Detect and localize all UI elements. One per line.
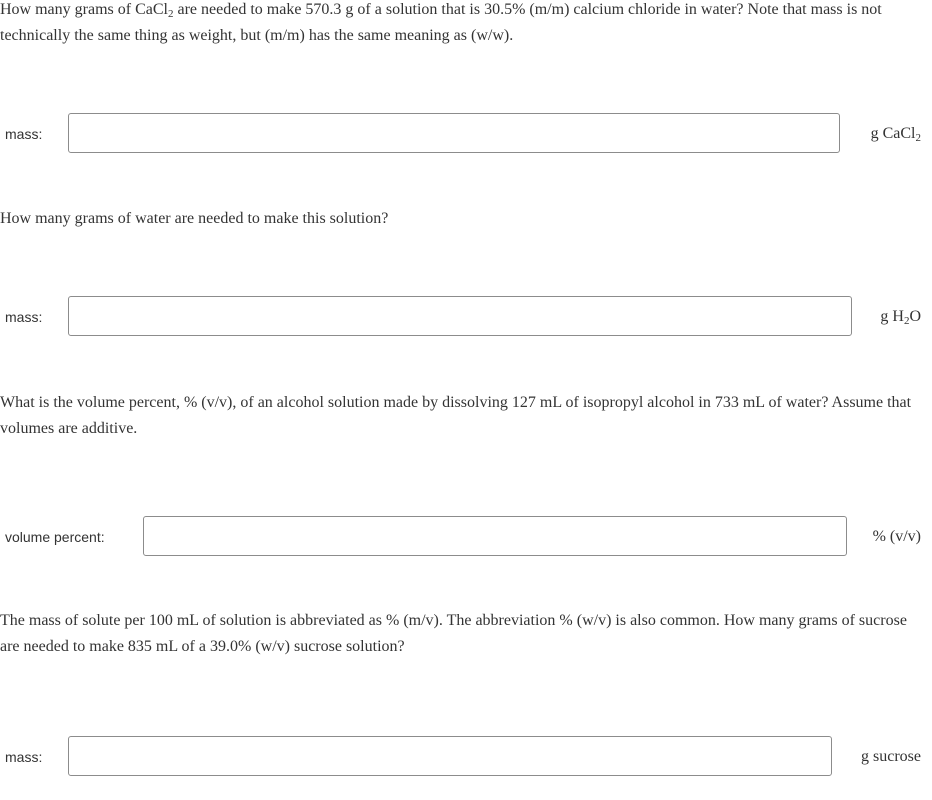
volume-percent-input[interactable] [144,517,846,555]
unit-subscript: 2 [903,315,910,327]
question-2-text: How many grams of water are needed to make this solution? [0,210,389,227]
unit-text: g CaCl [870,125,916,142]
answer-row-3 [0,516,932,558]
mass-label: mass: [5,749,43,765]
mass-cacl2-input-box[interactable] [68,113,840,153]
mass-label: mass: [5,309,43,325]
mass-sucrose-input[interactable] [69,737,831,775]
unit-g-cacl2 [871,125,921,143]
unit-text: g H [880,308,904,325]
mass-cacl2-input[interactable] [69,114,839,152]
unit-g-h2o [880,308,921,326]
question-1-text [0,0,920,49]
mass-water-input[interactable] [69,297,851,335]
question-1-text-part: are needed to make 570.3 g of a solution that is 30.5% (m/m) calcium chloride in water? Note that mass is not technically the same thing as weight, but (m/m) has the same meaning as (w/w). [0,1,882,44]
question-4-text: The mass of solute per 100 mL of solution is abbreviated as % (m/v). The abbreviation % (w/v) is also common. How many grams of sucrose are needed to make 835 mL of a 39.0% (w/v) sucrose solution? [0,612,907,655]
unit-percent-vv: % (v/v) [872,528,921,545]
question-1-subscript: 2 [167,8,174,20]
question-3-text: What is the volume percent, % (v/v), of an alcohol solution made by dissolving 127 mL of isopropyl alcohol in 733 mL of water? Assume that volumes are additive. [0,394,912,437]
mass-water-input-box[interactable] [68,296,852,336]
volume-percent-input-box[interactable] [143,516,847,556]
unit-g-sucrose: g sucrose [861,748,921,765]
question-1-text-part: How many grams of CaCl [0,1,168,18]
mass-sucrose-input-box[interactable] [68,736,832,776]
answer-row-2 [0,296,932,338]
unit-text: O [909,308,921,325]
mass-label: mass: [5,126,43,142]
answer-row-1 [0,113,932,155]
volume-percent-label: volume percent: [5,529,105,545]
answer-row-4 [0,736,932,778]
unit-subscript: 2 [915,132,921,144]
